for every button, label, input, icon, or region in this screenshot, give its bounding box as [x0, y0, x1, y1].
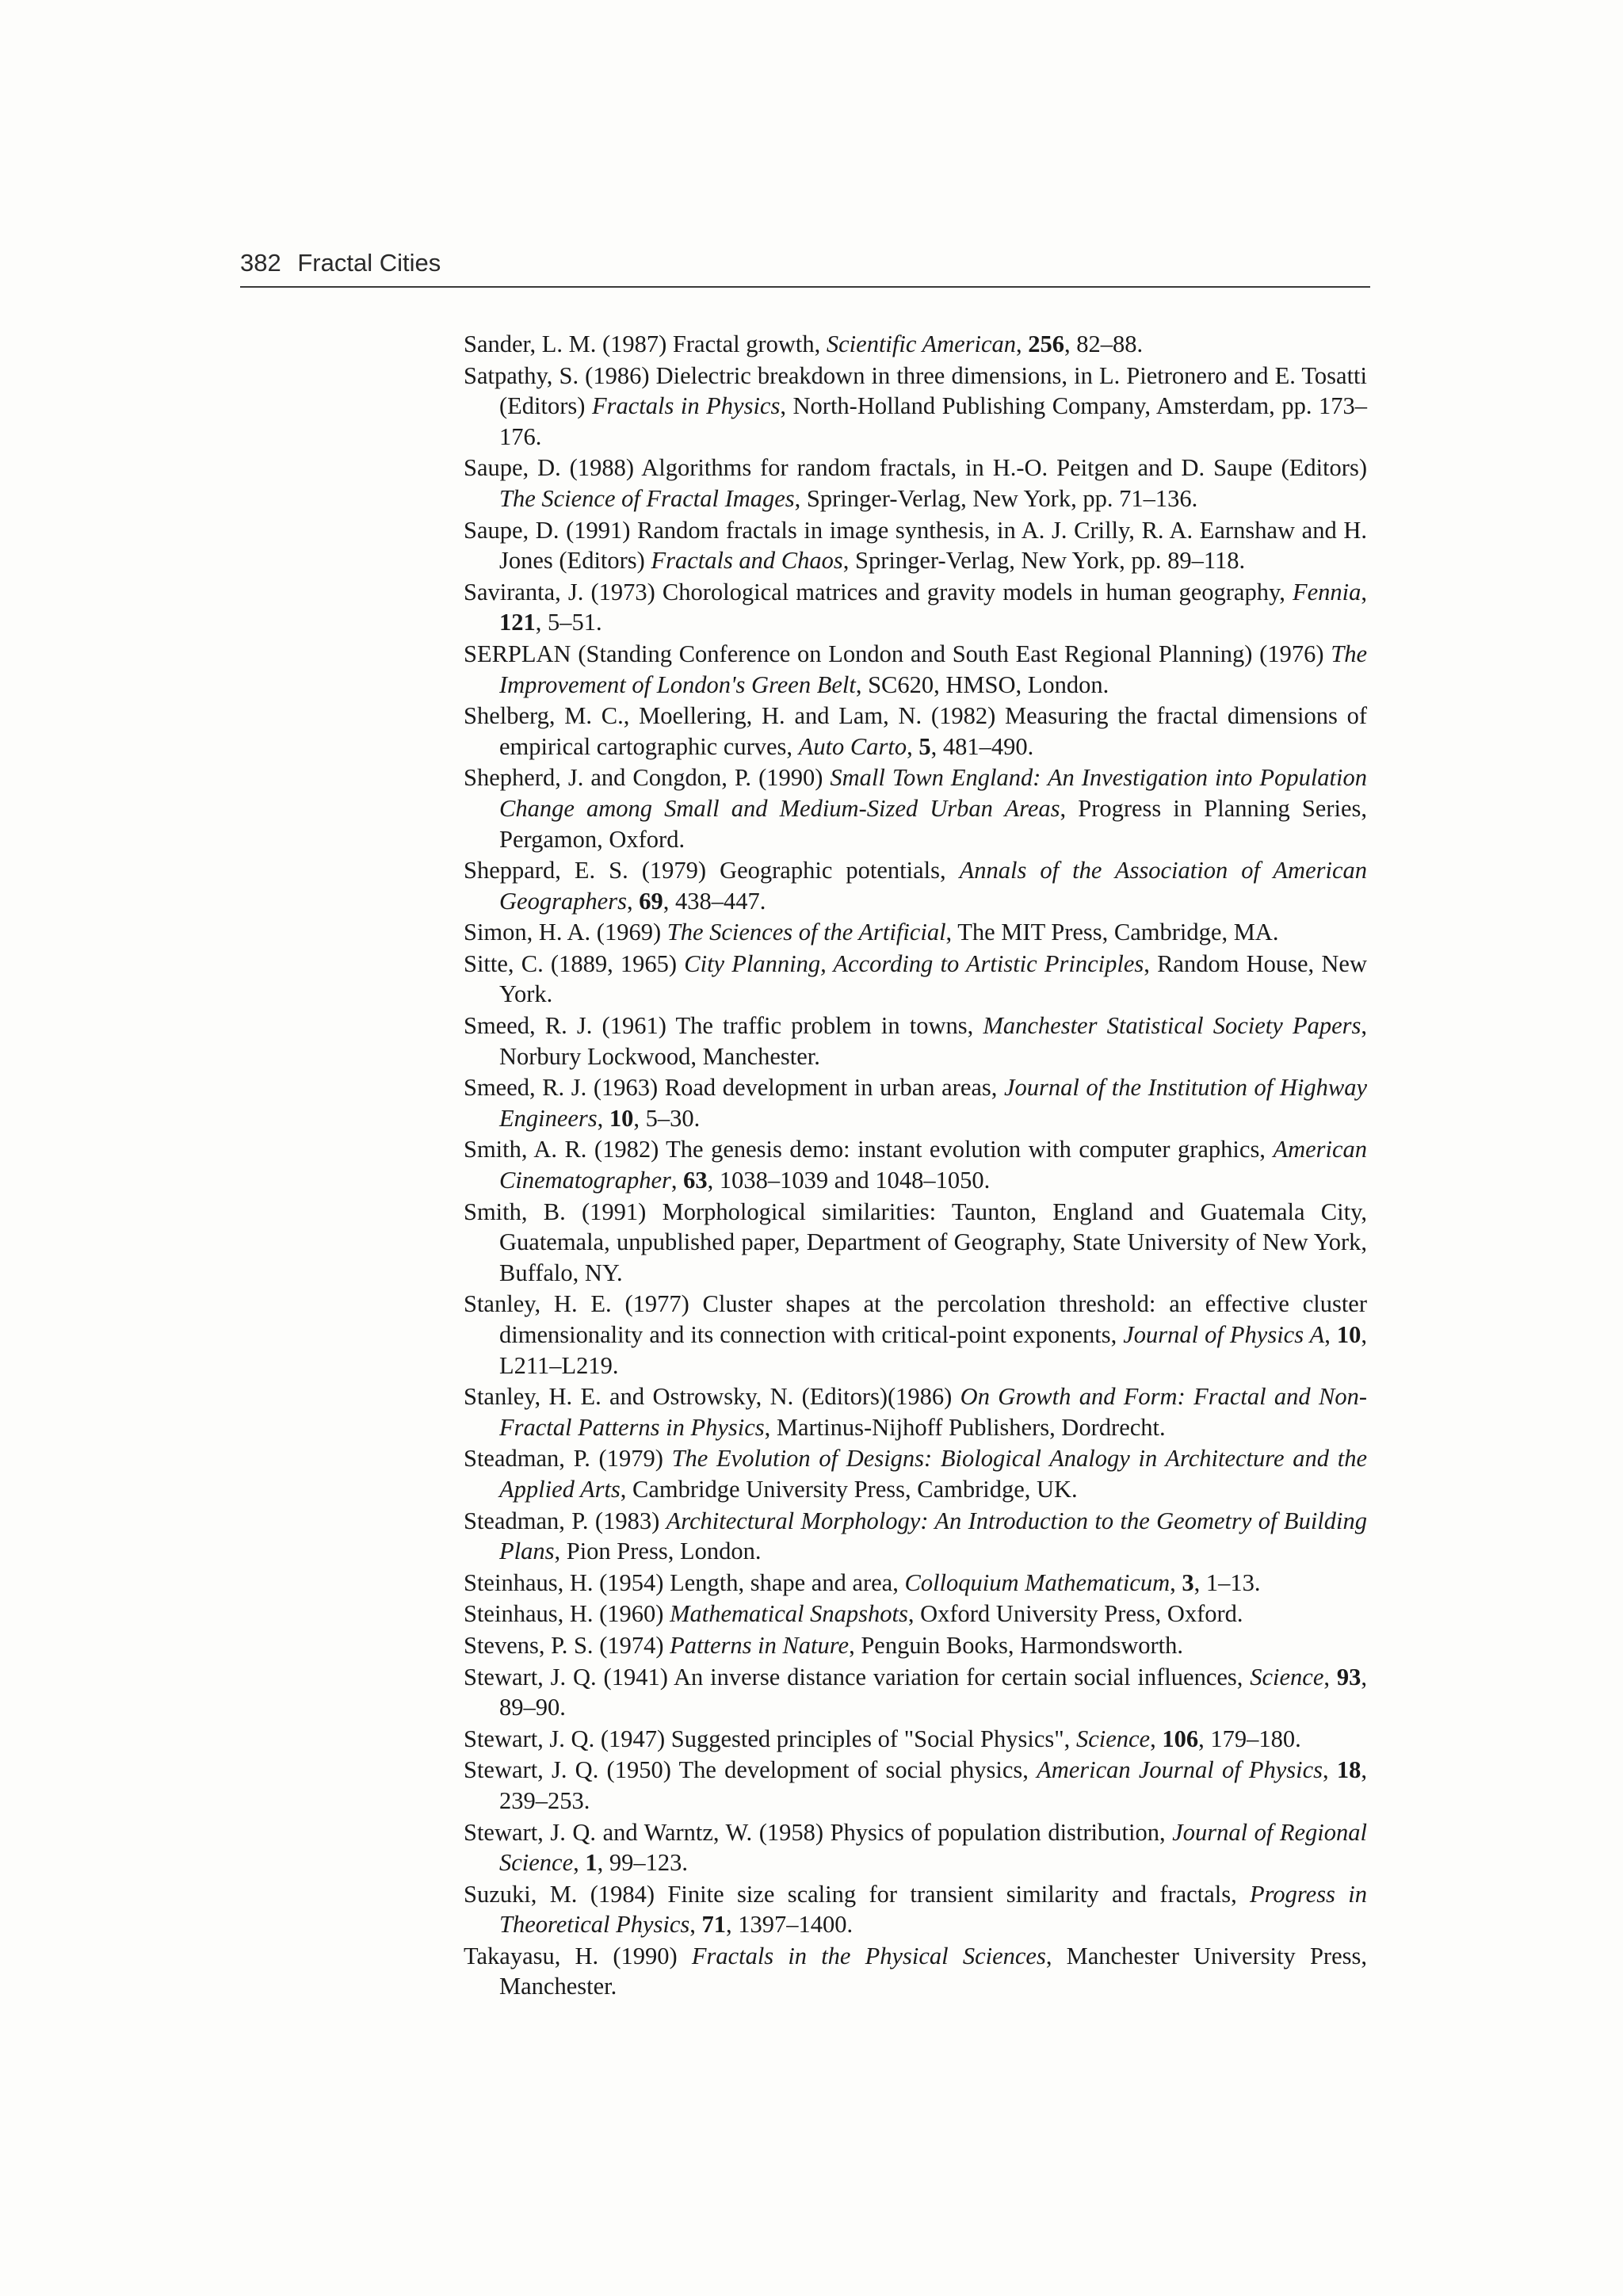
- reference-text: (1987) Fractal growth,: [596, 330, 827, 357]
- reference-text: (1969): [590, 919, 667, 946]
- reference-entry: [464, 515, 1367, 576]
- reference-volume: 3: [1182, 1568, 1194, 1596]
- reference-entry: [464, 1755, 1367, 1816]
- reference-entry: [464, 1599, 1367, 1629]
- reference-entry: [464, 1630, 1367, 1661]
- reference-volume: 5: [918, 732, 931, 760]
- reference-entry: [464, 1941, 1367, 2002]
- reference-title-italic: Science: [1075, 1725, 1151, 1752]
- reference-text: , Norbury Lockwood, Manchester.: [499, 1012, 1367, 1070]
- reference-text: , 5–30.: [633, 1104, 701, 1132]
- reference-title-italic: Science: [1250, 1663, 1324, 1690]
- reference-author: Smith, A. R.: [464, 1136, 587, 1163]
- reference-entry: [464, 329, 1367, 360]
- reference-text: (1984) Finite size scaling for transient similarity and fractals,: [577, 1880, 1251, 1908]
- reference-title-italic: Fractals in Physics: [591, 392, 781, 420]
- reference-text: , 239–253.: [499, 1756, 1367, 1814]
- reference-author: Stevens, P. S.: [464, 1631, 594, 1659]
- reference-entry: [464, 1010, 1367, 1072]
- reference-entry: [464, 949, 1367, 1010]
- reference-author: Saupe, D.: [464, 454, 561, 482]
- reference-text: (1889, 1965): [543, 949, 685, 977]
- reference-text: , 5–51.: [535, 609, 602, 636]
- reference-author: Simon, H. A.: [464, 919, 591, 946]
- reference-text: , 89–90.: [499, 1663, 1367, 1721]
- reference-text: , L211–L219.: [499, 1321, 1368, 1379]
- reference-text: (1979): [590, 1445, 672, 1473]
- reference-volume: 10: [1336, 1321, 1361, 1348]
- reference-title-italic: The Science of Fractal Images: [499, 484, 795, 512]
- reference-author: Satpathy, S.: [464, 361, 579, 389]
- reference-text: (1979) Geographic potentials,: [628, 857, 960, 884]
- reference-entry: [464, 1724, 1367, 1755]
- reference-text: ,: [1361, 578, 1367, 606]
- reference-text: , 438–447.: [663, 887, 766, 915]
- reference-entry: [464, 701, 1367, 762]
- page-number: 382: [240, 249, 281, 277]
- reference-title-italic: Patterns in Nature: [670, 1631, 850, 1659]
- reference-text: (1991) Morphological similarities: Taunton, England and Guatemala City, Guatemala, unpublished paper, Department of Geography, State University of New York, Buffalo, NY.: [499, 1198, 1367, 1286]
- reference-entry: [464, 1381, 1367, 1442]
- reference-volume: 71: [701, 1911, 727, 1939]
- reference-title-italic: Journal of Physics A: [1123, 1321, 1325, 1348]
- reference-author: Sander, L. M.: [464, 330, 597, 357]
- reference-title-italic: American Cinematographer: [499, 1136, 1368, 1194]
- reference-volume: 1: [585, 1849, 598, 1877]
- reference-entry: [464, 1443, 1367, 1504]
- reference-text: , Progress in Planning Series, Pergamon, Oxford.: [499, 794, 1367, 853]
- reference-text: , Manchester University Press, Manchester.: [499, 1942, 1367, 2000]
- reference-volume: 93: [1336, 1663, 1361, 1690]
- book-title: Fractal Cities: [297, 249, 441, 277]
- header-rule: [240, 286, 1370, 288]
- reference-author: Steinhaus, H.: [464, 1568, 594, 1596]
- reference-entry: [464, 1879, 1367, 1940]
- reference-title-italic: American Journal of Physics: [1037, 1756, 1323, 1784]
- reference-entry: [464, 1134, 1367, 1195]
- reference-text: , Pion Press, London.: [554, 1538, 762, 1565]
- reference-title-italic: Journal of the Institution of Highway Engineers: [499, 1074, 1367, 1132]
- reference-author: Steadman, P.: [464, 1445, 590, 1473]
- reference-title-italic: Scientific American: [826, 330, 1017, 357]
- reference-text: (Standing Conference on London and South East Regional Planning) (1976): [571, 640, 1331, 667]
- reference-entry: [464, 1072, 1367, 1133]
- reference-title-italic: The Sciences of the Artificial: [666, 919, 946, 946]
- reference-title-italic: Manchester Statistical Society Papers: [983, 1012, 1361, 1040]
- reference-volume: 10: [609, 1104, 634, 1132]
- reference-title-italic: Fractals in the Physical Sciences: [691, 1942, 1046, 1969]
- reference-entry: [464, 453, 1367, 514]
- reference-text: , 179–180.: [1198, 1725, 1301, 1752]
- reference-title-italic: Architectural Morphology: An Introduction to the Geometry of Building Plans: [499, 1507, 1367, 1565]
- reference-text: , Random House, New York.: [499, 949, 1367, 1008]
- reference-title-italic: Fractals and Chaos: [651, 547, 843, 575]
- reference-text: ,: [597, 1104, 609, 1132]
- reference-author: Smeed, R. J.: [464, 1012, 593, 1040]
- reference-text: ,: [907, 732, 919, 760]
- reference-text: (1990): [598, 1942, 692, 1969]
- reference-author: Sheppard, E. S.: [464, 857, 628, 884]
- reference-volume: 106: [1162, 1725, 1199, 1752]
- reference-author: Shelberg, M. C., Moellering, H. and Lam, N.: [464, 702, 922, 730]
- reference-text: ,: [670, 1167, 684, 1194]
- reference-entry: [464, 361, 1367, 453]
- reference-author: Shepherd, J. and Congdon, P.: [464, 764, 752, 792]
- reference-text: ,: [626, 887, 640, 915]
- reference-text: (1988) Algorithms for random fractals, in H.-O. Peitgen and D. Saupe (Editors): [560, 454, 1367, 482]
- reference-text: , Martinus-Nijhoff Publishers, Dordrecht.: [764, 1413, 1166, 1441]
- reference-title-italic: Journal of Regional Science: [499, 1818, 1367, 1877]
- reference-text: ,: [1323, 1663, 1337, 1690]
- reference-text: (1947) Suggested principles of "Social Physics",: [594, 1725, 1076, 1752]
- reference-text: ,: [1016, 330, 1029, 357]
- reference-title-italic: Fennia: [1292, 578, 1361, 606]
- reference-volume: 256: [1028, 330, 1065, 357]
- reference-text: , North-Holland Publishing Company, Amsterdam, pp. 173–176.: [499, 392, 1367, 450]
- reference-entry: [464, 639, 1367, 700]
- reference-text: (1990): [751, 764, 831, 792]
- reference-author: Steadman, P.: [464, 1507, 589, 1534]
- reference-title-italic: Auto Carto: [798, 732, 907, 760]
- reference-entry: [464, 1568, 1367, 1599]
- reference-author: Stanley, H. E. and Ostrowsky, N.: [464, 1383, 794, 1411]
- reference-text: (Editors)(1986): [793, 1383, 960, 1411]
- reference-author: Smith, B.: [464, 1198, 566, 1225]
- reference-author: Saviranta, J.: [464, 578, 584, 606]
- reference-text: (1973) Chorological matrices and gravity models in human geography,: [583, 578, 1293, 606]
- reference-text: , SC620, HMSO, London.: [855, 670, 1109, 698]
- reference-author: Steinhaus, H.: [464, 1600, 594, 1628]
- reference-text: , 1–13.: [1193, 1568, 1261, 1596]
- reference-author: Stanley, H. E.: [464, 1290, 612, 1318]
- reference-volume: 63: [683, 1167, 708, 1194]
- reference-entry: [464, 855, 1367, 916]
- reference-text: (1982) The genesis demo: instant evolution with computer graphics,: [586, 1136, 1274, 1163]
- reference-volume: 18: [1336, 1756, 1361, 1784]
- reference-text: ,: [1323, 1756, 1337, 1784]
- reference-text: (1991) Random fractals in image synthesis, in A. J. Crilly, R. A. Earnshaw and H. Jones (Editors): [499, 516, 1367, 575]
- reference-text: (1982) Measuring the fractal dimensions of empirical cartographic curves,: [499, 702, 1367, 760]
- reference-title-italic: Small Town England: An Investigation into Population Change among Small and Medium-Sized Urban Areas: [499, 764, 1367, 822]
- reference-text: (1983): [588, 1507, 666, 1534]
- reference-text: (1960): [593, 1600, 670, 1628]
- reference-text: (1958) Physics of population distribution,: [752, 1818, 1173, 1846]
- reference-text: (1963) Road development in urban areas,: [586, 1074, 1004, 1102]
- reference-title-italic: Mathematical Snapshots: [670, 1600, 908, 1628]
- running-head: [240, 249, 441, 277]
- reference-author: Suzuki, M.: [464, 1880, 578, 1908]
- reference-text: , 481–490.: [930, 732, 1034, 760]
- reference-text: (1950) The development of social physics,: [598, 1756, 1037, 1784]
- reference-text: , Oxford University Press, Oxford.: [907, 1600, 1243, 1628]
- reference-text: , 1038–1039 and 1048–1050.: [707, 1167, 991, 1194]
- reference-entry: [464, 577, 1367, 638]
- reference-title-italic: Colloquium Mathematicum: [904, 1568, 1170, 1596]
- reference-text: (1977) Cluster shapes at the percolation threshold: an effective cluster dimensionality and its connection with critical-point exponents,: [499, 1290, 1367, 1348]
- reference-author: Stewart, J. Q. and Warntz, W.: [464, 1818, 753, 1846]
- reference-text: (1974): [593, 1631, 670, 1659]
- reference-entry: [464, 1289, 1367, 1381]
- reference-entry: [464, 1197, 1367, 1289]
- reference-author: Stewart, J. Q.: [464, 1663, 597, 1690]
- reference-author: Saupe, D.: [464, 516, 559, 544]
- reference-text: (1986) Dielectric breakdown in three dimensions, in L. Pietronero and E. Tosatti (Editors): [499, 361, 1367, 420]
- reference-author: Takayasu, H.: [464, 1942, 599, 1969]
- reference-author: Smeed, R. J.: [464, 1074, 587, 1102]
- reference-text: ,: [573, 1849, 586, 1877]
- reference-title-italic: On Growth and Form: Fractal and Non-Fractal Patterns in Physics: [499, 1383, 1367, 1441]
- reference-text: , 99–123.: [597, 1849, 688, 1877]
- reference-text: ,: [1324, 1321, 1337, 1348]
- reference-entry: [464, 1662, 1367, 1723]
- reference-text: , 1397–1400.: [726, 1911, 854, 1939]
- reference-volume: 69: [639, 887, 663, 915]
- reference-text: , Cambridge University Press, Cambridge, UK.: [620, 1475, 1078, 1503]
- reference-title-italic: Annals of the Association of American Geographers: [499, 857, 1367, 915]
- reference-text: (1941) An inverse distance variation for certain social influences,: [596, 1663, 1251, 1690]
- reference-entry: [464, 917, 1367, 948]
- reference-text: , Springer-Verlag, New York, pp. 89–118.: [842, 547, 1246, 575]
- reference-text: , Springer-Verlag, New York, pp. 71–136.: [794, 484, 1198, 512]
- reference-text: ,: [689, 1911, 702, 1939]
- reference-entry: [464, 1817, 1367, 1878]
- reference-text: (1954) Length, shape and area,: [593, 1568, 905, 1596]
- reference-title-italic: The Evolution of Designs: Biological Analogy in Architecture and the Applied Arts: [499, 1445, 1367, 1503]
- reference-list: [464, 329, 1367, 2003]
- reference-volume: 121: [499, 609, 536, 636]
- reference-author: SERPLAN: [464, 640, 571, 667]
- reference-text: ,: [1170, 1568, 1182, 1596]
- reference-text: , The MIT Press, Cambridge, MA.: [945, 919, 1279, 946]
- reference-title-italic: The Improvement of London's Green Belt: [499, 640, 1367, 698]
- reference-author: Sitte, C.: [464, 949, 544, 977]
- reference-title-italic: Progress in Theoretical Physics: [499, 1880, 1367, 1939]
- reference-text: , Penguin Books, Harmondsworth.: [849, 1631, 1183, 1659]
- reference-author: Stewart, J. Q.: [464, 1756, 599, 1784]
- reference-title-italic: City Planning, According to Artistic Principles: [684, 949, 1144, 977]
- reference-entry: [464, 762, 1367, 854]
- reference-text: , 82–88.: [1064, 330, 1144, 357]
- reference-author: Stewart, J. Q.: [464, 1725, 595, 1752]
- reference-text: ,: [1150, 1725, 1163, 1752]
- reference-text: (1961) The traffic problem in towns,: [592, 1012, 983, 1040]
- reference-entry: [464, 1506, 1367, 1567]
